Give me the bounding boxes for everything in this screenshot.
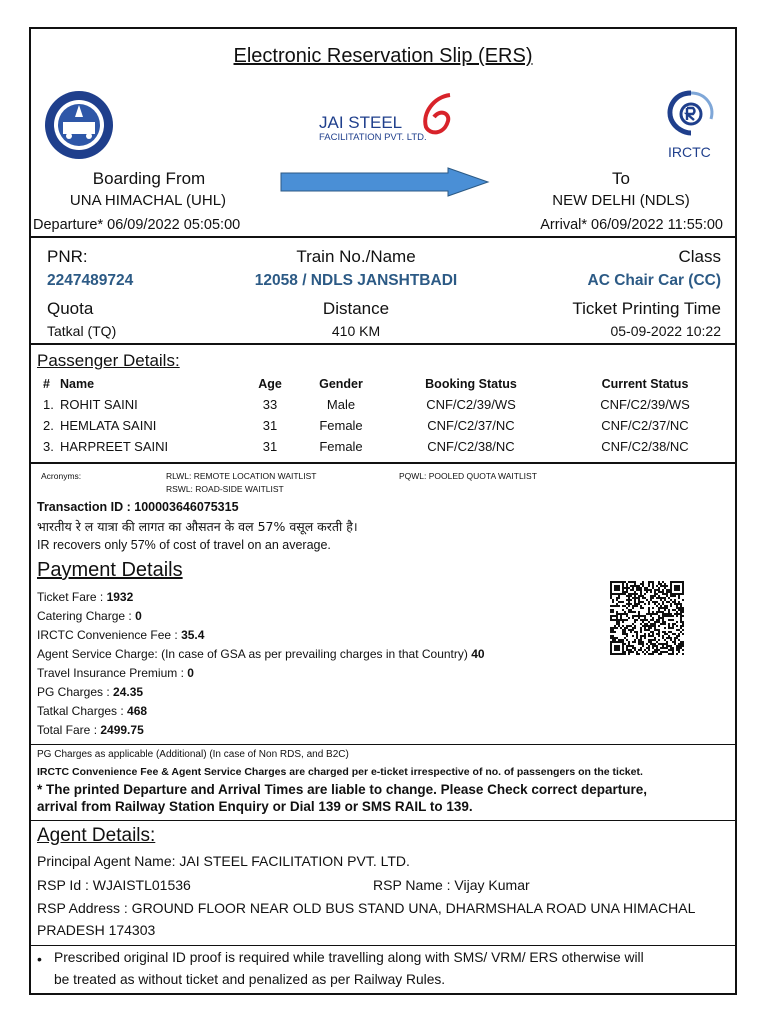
fee-value: 1932 [106, 590, 134, 604]
rsp-id: RSP Id : WJAISTL01536 [37, 877, 191, 893]
fee-value: 40 [471, 647, 485, 661]
column-header: Booking Status [425, 377, 517, 391]
boarding-label: Boarding From [92, 169, 206, 188]
divider [31, 945, 735, 946]
payment-item [37, 590, 133, 604]
payment-item [37, 609, 142, 623]
payment-item [37, 666, 194, 680]
fee-label: Travel Insurance Premium : [37, 666, 188, 680]
fee-value: 0 [135, 609, 142, 623]
current-status: CNF/C2/39/WS [600, 397, 690, 412]
departure-time: Departure* 06/09/2022 05:05:00 [33, 217, 241, 233]
row-number: 1. [43, 397, 54, 412]
column-header: Current Status [601, 377, 689, 391]
transaction-label: Transaction ID : [37, 500, 135, 514]
cost-recovery-note: IR recovers only 57% of cost of travel on an average. [37, 538, 331, 552]
passenger-name: HEMLATA SAINI [60, 418, 157, 433]
arrival-time: Arrival* 06/09/2022 11:55:00 [540, 217, 723, 233]
current-status: CNF/C2/37/NC [601, 418, 689, 433]
booking-status: CNF/C2/38/NC [427, 439, 515, 454]
qr-code [610, 581, 686, 655]
ers-ticket [29, 27, 737, 995]
distance-label: Distance [322, 299, 390, 318]
booking-status: CNF/C2/37/NC [427, 418, 515, 433]
passenger-age: 31 [262, 418, 278, 433]
train-label: Train No./Name [296, 247, 416, 266]
fee-label: Ticket Fare : [37, 590, 107, 604]
fee-value: 468 [127, 704, 148, 718]
payment-item [37, 685, 143, 699]
fee-label: Agent Service Charge: (In case of GSA as per prevailing charges in that Country) [37, 647, 472, 661]
passenger-gender: Male [326, 397, 356, 412]
pg-charges-note: PG Charges as applicable (Additional) (In case of Non RDS, and B2C) [37, 749, 349, 760]
fee-value: 24.35 [113, 685, 144, 699]
column-header: Name [60, 377, 95, 391]
pnr-label: PNR: [47, 247, 88, 266]
fee-value: 0 [187, 666, 194, 680]
print-time-value: 05-09-2022 10:22 [610, 323, 721, 339]
train-value: 12058 / NDLS JANSHTBADI [254, 272, 458, 289]
quota-value: Tatkal (TQ) [47, 323, 117, 339]
row-number: 3. [43, 439, 54, 454]
fee-label: Tatkal Charges : [37, 704, 128, 718]
timing-disclaimer-line1: * The printed Departure and Arrival Times are liable to change. Please Check correct departure, [37, 782, 647, 797]
to-station: NEW DELHI (NDLS) [552, 192, 690, 209]
principal-agent: Principal Agent Name: JAI STEEL FACILITATION PVT. LTD. [37, 853, 410, 869]
indian-railways-logo [43, 89, 115, 166]
boarding-station: UNA HIMACHAL (UHL) [69, 192, 227, 209]
row-number: 2. [43, 418, 54, 433]
acronym-rswl: RSWL: ROAD-SIDE WAITLIST [166, 484, 284, 494]
current-status: CNF/C2/38/NC [601, 439, 689, 454]
fee-value: 2499.75 [100, 723, 144, 737]
passenger-section-title: Passenger Details: [37, 351, 180, 370]
irctc-logo [661, 89, 721, 160]
column-header: Gender [319, 377, 363, 391]
payment-item [37, 723, 144, 737]
passenger-age: 31 [262, 439, 278, 454]
passenger-name: HARPREET SAINI [60, 439, 169, 454]
quota-label: Quota [47, 299, 94, 318]
bullet-icon: • [37, 951, 42, 967]
column-header: Age [258, 377, 282, 391]
rsp-name: RSP Name : Vijay Kumar [373, 877, 530, 893]
agent-section-title: Agent Details: [37, 825, 156, 846]
fee-label: PG Charges : [37, 685, 114, 699]
fee-value: 35.4 [181, 628, 205, 642]
divider [31, 343, 735, 345]
acronym-pqwl: PQWL: POOLED QUOTA WAITLIST [399, 471, 537, 481]
irctc-text: IRCTC [668, 144, 711, 160]
passenger-gender: Female [319, 439, 363, 454]
passenger-name: ROHIT SAINI [60, 397, 138, 412]
direction-arrow [280, 167, 492, 197]
page-title: Electronic Reservation Slip (ERS) [233, 45, 533, 67]
distance-value: 410 KM [331, 323, 381, 339]
to-label: To [612, 169, 630, 188]
payment-item [37, 628, 204, 642]
company-subtitle: FACILITATION PVT. LTD. [319, 132, 427, 143]
fee-label: Catering Charge : [37, 609, 136, 623]
booking-status: CNF/C2/39/WS [426, 397, 516, 412]
company-logo [316, 91, 456, 147]
id-proof-note-line2: be treated as without ticket and penalized as per Railway Rules. [54, 972, 446, 987]
passenger-age: 33 [262, 397, 278, 412]
payment-item [37, 647, 485, 661]
acronym-rlwl: RLWL: REMOTE LOCATION WAITLIST [166, 471, 317, 481]
pnr-value: 2247489724 [47, 272, 134, 289]
transaction-id [37, 500, 239, 514]
class-value: AC Chair Car (CC) [587, 272, 721, 289]
fee-label: Total Fare : [37, 723, 101, 737]
payment-section-title: Payment Details [37, 559, 183, 581]
payment-item [37, 704, 147, 718]
divider [31, 744, 735, 745]
rsp-address-line1: RSP Address : GROUND FLOOR NEAR OLD BUS STAND UNA, DHARMSHALA ROAD UNA HIMACHAL [37, 900, 696, 916]
transaction-value: 100003646075315 [134, 500, 239, 514]
id-proof-note-line1: Prescribed original ID proof is required while travelling along with SMS/ VRM/ ERS otherwise will [54, 950, 644, 965]
divider [31, 236, 735, 238]
company-name: JAI STEEL [319, 113, 403, 132]
acronyms-label: Acronyms: [41, 471, 82, 481]
timing-disclaimer-line2: arrival from Railway Station Enquiry or Dial 139 or SMS RAIL to 139. [37, 799, 473, 814]
print-time-label: Ticket Printing Time [572, 299, 721, 318]
fee-label: IRCTC Convenience Fee : [37, 628, 182, 642]
convenience-fee-note: IRCTC Convenience Fee & Agent Service Charges are charged per e-ticket irrespective of no. of passengers on the ticket. [37, 766, 643, 778]
column-header: # [43, 377, 50, 391]
class-label: Class [678, 247, 721, 266]
hindi-cost-note: भारतीय रे ल यात्रा की लागत का औसतन के वल 57% वसूल करती है। [37, 519, 358, 534]
passenger-gender: Female [319, 418, 363, 433]
rsp-address-line2: PRADESH 174303 [37, 922, 156, 938]
divider [31, 462, 735, 464]
divider [31, 820, 735, 821]
